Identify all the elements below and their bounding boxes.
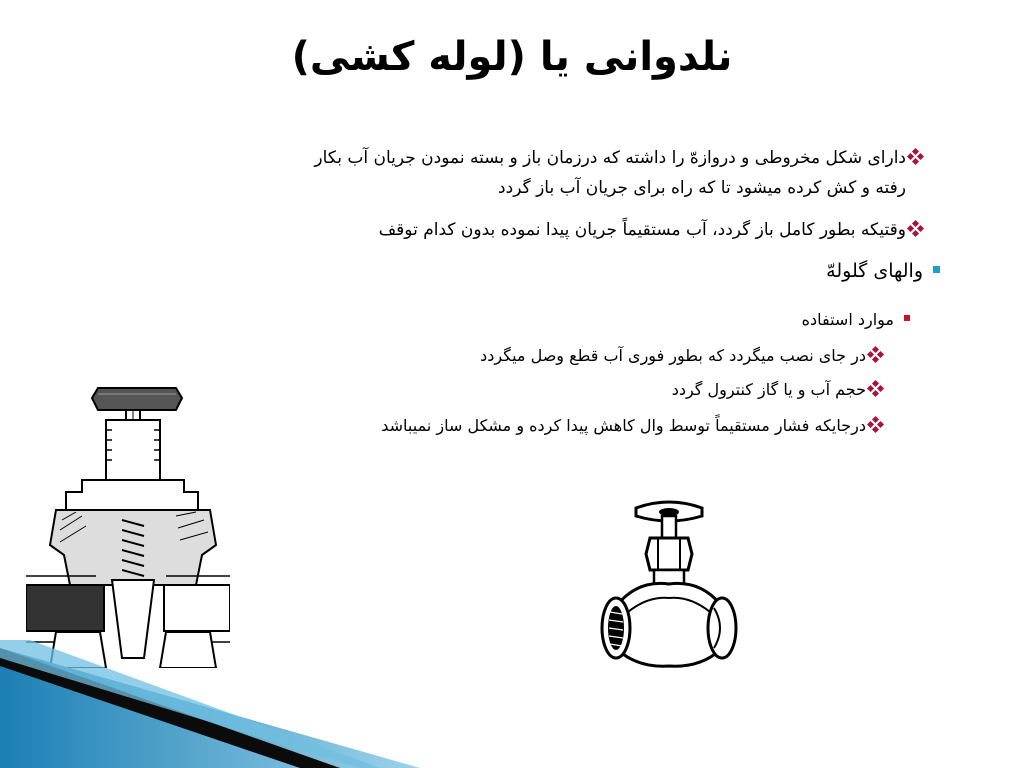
diamond-bullet-icon [868, 381, 884, 397]
bullet-item [480, 346, 884, 365]
decorative-swoosh [0, 640, 1024, 768]
bullet-item [672, 380, 884, 399]
bullet-text: در جای نصب میگردد که بطور فوری آب قطع وصل میگردد [480, 346, 866, 365]
bullet-text: حجم آب و یا گاز کنترول گردد [671, 380, 866, 399]
bullet-text: درجایکه فشار مستقیماً توسط وال کاهش پیدا کرده و مشکل ساز نمیباشد [381, 416, 866, 435]
bullet-text: والهای گلولهّ [826, 260, 923, 282]
diamond-bullet-icon [868, 417, 884, 433]
square-bullet-icon [904, 315, 910, 321]
diamond-bullet-icon [908, 221, 924, 237]
slide-title: نلدوانی یا (لوله کشی) [291, 34, 733, 80]
bullet-item [314, 148, 924, 168]
bullet-text: دارای شکل مخروطی و دروازهّ را داشته که درزمان باز و بسته نمودن جریان آب بکار [314, 148, 906, 168]
gate-valve-section-image [26, 380, 230, 668]
diamond-bullet-icon [908, 149, 924, 165]
bullet-continuation [498, 178, 906, 198]
bullet-text: رفته و کش کرده میشود تا که راه برای جریان آب باز گردد [498, 178, 906, 198]
bullet-item [379, 220, 924, 240]
square-bullet-icon [933, 266, 940, 273]
bullet-item [381, 416, 884, 435]
bullet-text: وقتیکه بطور کامل باز گردد، آب مستقیماً جریان پیدا نموده بدون کدام توقف [378, 220, 906, 240]
bullet-item [802, 310, 910, 329]
diamond-bullet-icon [868, 347, 884, 363]
bullet-item [826, 260, 940, 282]
bullet-text: موارد استفاده [801, 310, 894, 329]
